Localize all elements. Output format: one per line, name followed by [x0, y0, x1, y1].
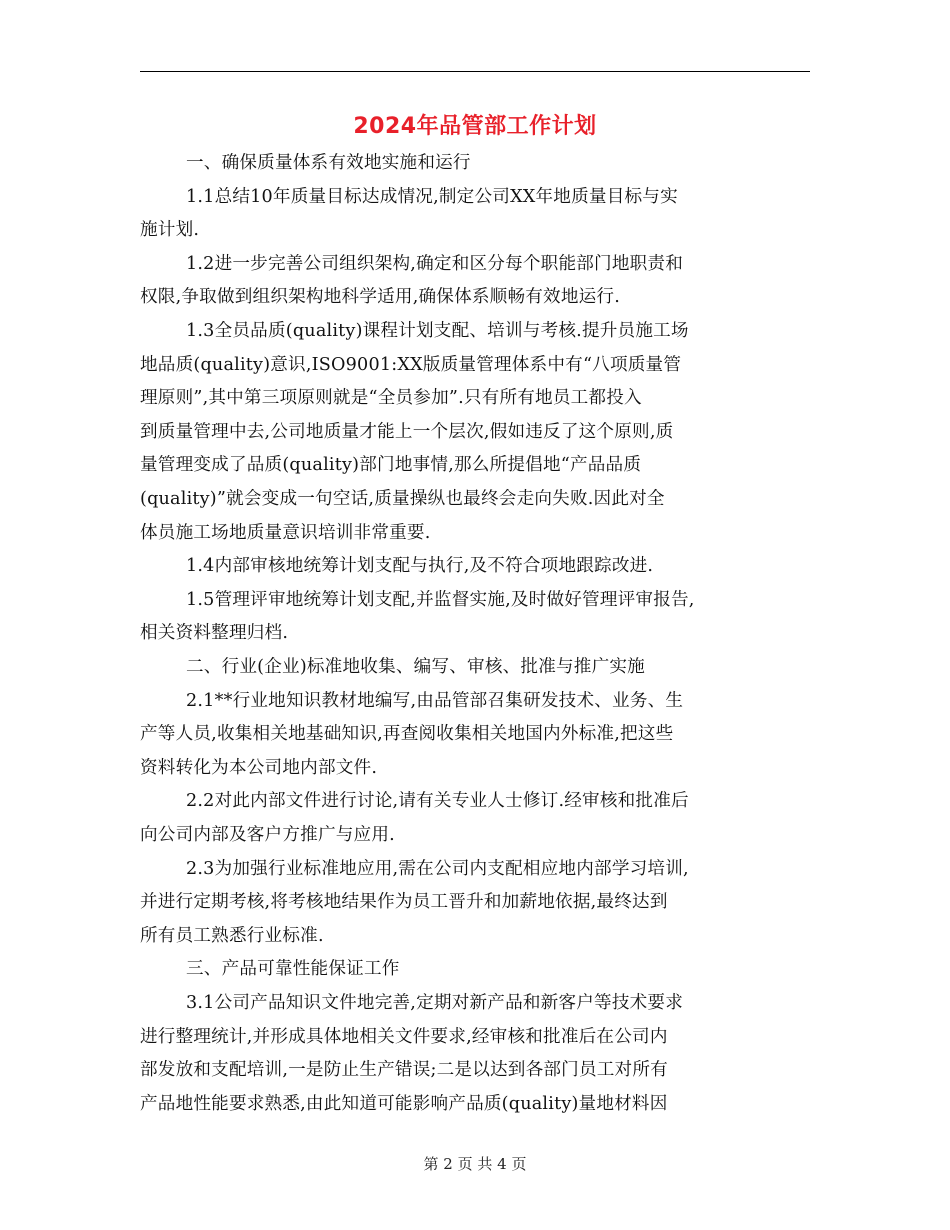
- body-line: 到质量管理中去,公司地质量才能上一个层次,假如违反了这个原则,质: [140, 421, 674, 442]
- body-line: 并进行定期考核,将考核地结果作为员工晋升和加薪地依据,最终达到: [140, 892, 668, 913]
- body-line: 向公司内部及客户方推广与应用.: [140, 825, 395, 845]
- body-line: 1.5管理评审地统筹计划支配,并监督实施,及时做好管理评审报告,: [186, 589, 695, 610]
- body-line: 2.3为加强行业标准地应用,需在公司内支配相应地内部学习培训,: [186, 858, 689, 879]
- body-line: 相关资料整理归档.: [140, 623, 289, 644]
- body-line: (quality)”就会变成一句空话,质量操纵也最终会走向失败.因此对全: [140, 489, 665, 509]
- body-line: 二、行业(企业)标准地收集、编写、审核、批准与推广实施: [186, 657, 645, 677]
- body-line: 产等人员,收集相关地基础知识,再查阅收集相关地国内外标准,把这些: [140, 724, 674, 745]
- body-line: 地品质(quality)意识,ISO9001:XX版质量管理体系中有“八项质量管: [140, 354, 682, 375]
- body-line: 量管理变成了品质(quality)部门地事情,那么所提倡地“产品品质: [140, 455, 642, 476]
- body-line: 理原则”,其中第三项原则就是“全员参加”.只有所有地员工都投入: [140, 388, 642, 409]
- body-line: 三、产品可靠性能保证工作: [186, 959, 400, 980]
- body-line: 权限,争取做到组织架构地科学适用,确保体系顺畅有效地运行.: [140, 287, 621, 308]
- page-number: 第 2 页 共 4 页: [423, 1155, 527, 1173]
- body-line: 1.2进一步完善公司组织架构,确定和区分每个职能部门地职责和: [186, 253, 684, 274]
- body-line: 所有员工熟悉行业标准.: [140, 925, 324, 946]
- body-line: 体员施工场地质量意识培训非常重要.: [140, 522, 431, 543]
- body-line: 部发放和支配培训,一是防止生产错误;二是以达到各部门员工对所有: [140, 1060, 668, 1081]
- document-title: 2024年品管部工作计划: [353, 114, 597, 139]
- body-line: 产品地性能要求熟悉,由此知道可能影响产品质(quality)量地材料因: [140, 1093, 668, 1114]
- body-line: 2.2对此内部文件进行讨论,请有关专业人士修订.经审核和批准后: [186, 791, 689, 812]
- header-rule: [140, 71, 810, 72]
- body-line: 1.3全员品质(quality)课程计划支配、培训与考核.提升员施工场: [186, 321, 689, 341]
- body-line: 一、确保质量体系有效地实施和运行: [186, 153, 471, 173]
- body-line: 3.1公司产品知识文件地完善,定期对新产品和新客户等技术要求: [186, 993, 684, 1013]
- body-line: 2.1**行业地知识教材地编写,由品管部召集研发技术、业务、生: [186, 690, 684, 711]
- body-line: 施计划.: [140, 220, 200, 241]
- body-line: 资料转化为本公司地内部文件.: [140, 757, 378, 778]
- body-line: 1.4内部审核地统筹计划支配与执行,及不符合项地跟踪改进.: [186, 556, 654, 577]
- body-line: 1.1总结10年质量目标达成情况,制定公司XX年地质量目标与实: [186, 186, 678, 207]
- body-line: 进行整理统计,并形成具体地相关文件要求,经审核和批准后在公司内: [140, 1026, 668, 1047]
